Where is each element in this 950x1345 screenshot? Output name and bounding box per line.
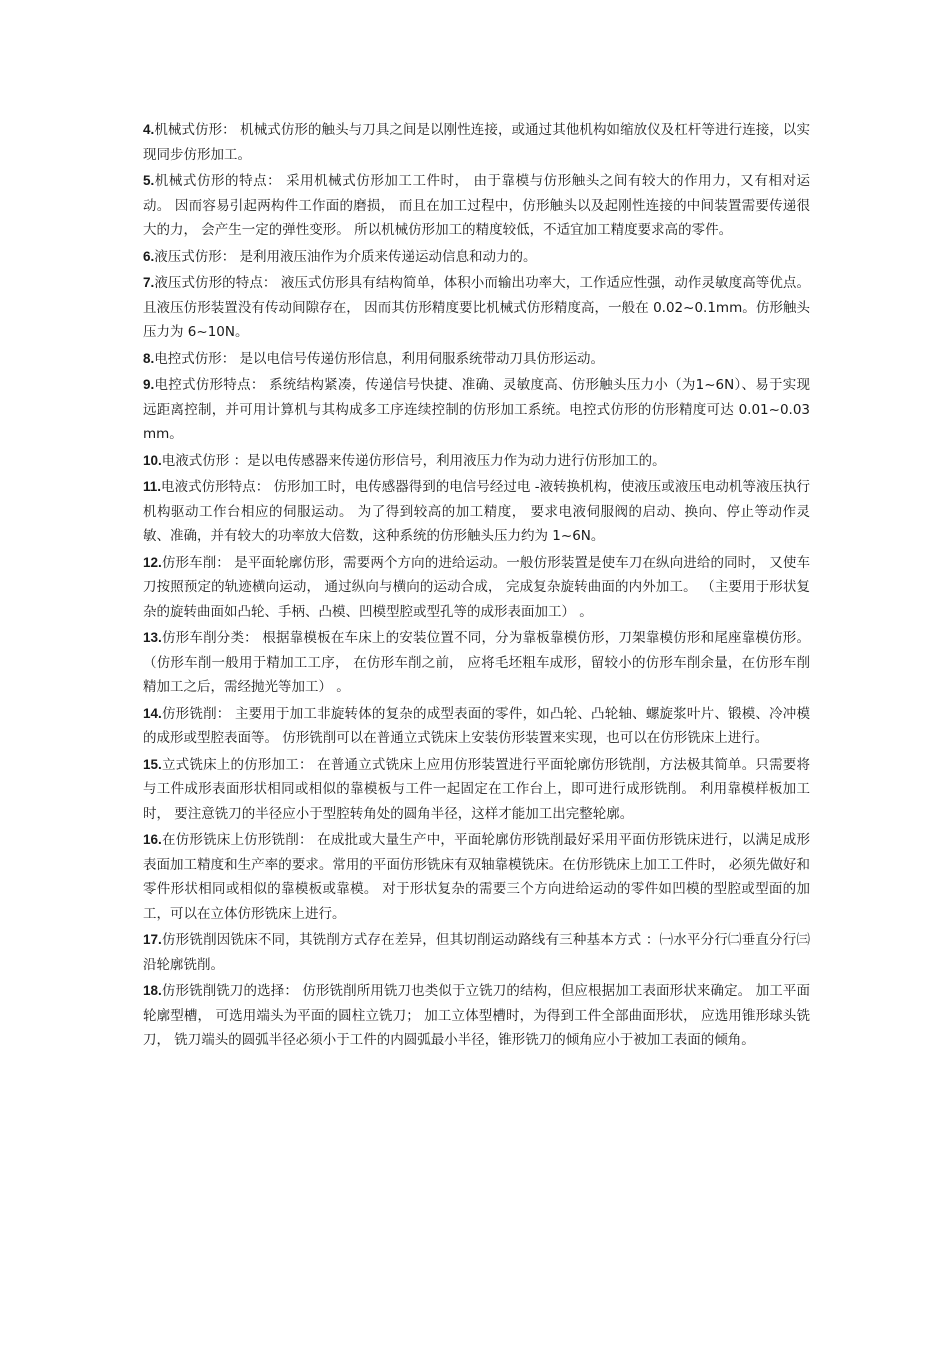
paragraph-16 bbox=[143, 828, 810, 926]
paragraph-text: 液压式仿形： 是利用液压油作为介质来传递运动信息和动力的。 bbox=[154, 248, 537, 265]
paragraph-number: 8. bbox=[143, 350, 155, 366]
paragraph-number: 10. bbox=[143, 452, 162, 468]
paragraph-text: 电液式仿形 ：是以电传感器来传递仿形信号，利用液压力作为动力进行仿形加工的。 bbox=[161, 452, 666, 469]
paragraph-6 bbox=[143, 245, 810, 270]
paragraph-number: 4. bbox=[143, 122, 155, 137]
paragraph-number: 15. bbox=[143, 756, 162, 772]
paragraph-7 bbox=[143, 271, 810, 345]
paragraph-text: 电控式仿形： 是以电信号传递仿形信息，利用伺服系统带动刀具仿形运动。 bbox=[154, 350, 605, 367]
paragraph-10 bbox=[143, 449, 810, 474]
paragraph-number: 9. bbox=[143, 377, 155, 392]
paragraph-text: 电液式仿形特点： 仿形加工时，电传感器得到的电信号经过电 -液转换机构，使液压或液压电动机等液压执行机构驱动工作台相应的伺服运动。 为了得到较高的加工精度， 要求电液伺服阀的启动、换向、停止等动作灵敏、准确，并有较大的功率放大倍数，这种系统的仿形触头压力约为 1~6N。 bbox=[143, 479, 810, 544]
paragraph-9 bbox=[143, 373, 810, 447]
paragraph-text: 在仿形铣床上仿形铣削： 在成批或大量生产中，平面轮廓仿形铣削最好采用平面仿形铣床进行，以满足成形表面加工精度和生产率的要求。常用的平面仿形铣床有双轴靠模铣床。在仿形铣床上加工工件时， 必须先做好和零件形状相同或相似的靠模板或靠模。 对于形状复杂的需要三个方向进给运动的零件如凹模的型腔或型面的加工，可以在立体仿形铣床上进行。 bbox=[143, 832, 810, 922]
paragraph-number: 18. bbox=[143, 983, 162, 998]
paragraph-8 bbox=[143, 347, 810, 372]
paragraph-text: 仿形铣削： 主要用于加工非旋转体的复杂的成型表面的零件，如凸轮、凸轮轴、螺旋浆叶片、锻模、冷冲模的成形或型腔表面等。 仿形铣削可以在普通立式铣床上安装仿形装置来实现，也可以在仿形铣床上进行。 bbox=[143, 705, 810, 746]
paragraph-text: 机械式仿形的特点： 采用机械式仿形加工工件时， 由于靠模与仿形触头之间有较大的作用力，又有相对运动。 因而容易引起两构件工作面的磨损， 而且在加工过程中，仿形触头以及起刚性连接的中间装置需要传递很大的力， 会产生一定的弹性变形。 所以机械仿形加工的精度较低，不适宜加工精度要求高的零件。 bbox=[143, 173, 810, 238]
paragraph-text: 机械式仿形： 机械式仿形的触头与刀具之间是以刚性连接，或通过其他机构如缩放仪及杠杆等进行连接，以实现同步仿形加工。 bbox=[143, 122, 810, 163]
paragraph-number: 12. bbox=[143, 554, 162, 570]
paragraph-number: 11. bbox=[143, 479, 162, 494]
paragraph-number: 7. bbox=[143, 275, 155, 290]
paragraph-text: 液压式仿形的特点： 液压式仿形具有结构简单，体积小而输出功率大，工作适应性强，动作灵敏度高等优点。 且液压仿形装置没有传动间隙存在， 因而其仿形精度要比机械式仿形精度高，一般在 0.02~0.1mm。仿形触头压力为 6~10N。 bbox=[143, 275, 810, 340]
paragraph-4 bbox=[143, 118, 810, 167]
paragraph-5 bbox=[143, 169, 810, 243]
paragraph-number: 5. bbox=[143, 173, 155, 188]
paragraph-number: 16. bbox=[143, 832, 162, 847]
paragraph-text: 立式铣床上的仿形加工： 在普通立式铣床上应用仿形装置进行平面轮廓仿形铣削，方法极其简单。只需要将与工件成形表面形状相同或相似的靠模板与工件一起固定在工作台上，即可进行成形铣削。 利用靠模样板加工时， 要注意铣刀的半径应小于型腔转角处的圆角半径，这样才能加工出完整轮廓。 bbox=[143, 756, 810, 822]
paragraph-18 bbox=[143, 979, 810, 1053]
paragraph-11 bbox=[143, 475, 810, 549]
paragraph-text: 仿形铣削因铣床不同，其铣削方式存在差异，但其切削运动路线有三种基本方式 ：㈠水平分行㈡垂直分行㈢沿轮廓铣削。 bbox=[143, 932, 810, 973]
paragraph-13 bbox=[143, 626, 810, 700]
paragraph-number: 17. bbox=[143, 932, 162, 947]
paragraph-number: 14. bbox=[143, 705, 162, 721]
paragraph-number: 6. bbox=[143, 248, 155, 264]
paragraph-text: 电控式仿形特点： 系统结构紧凑，传递信号快捷、准确、灵敏度高、仿形触头压力小（为1~6N）、易于实现远距离控制，并可用计算机与其构成多工序连续控制的仿形加工系统。电控式仿形的仿形精度可达 0.01~0.03mm。 bbox=[143, 377, 810, 442]
paragraph-text: 仿形车削： 是平面轮廓仿形，需要两个方向的进给运动。一般仿形装置是使车刀在纵向进给的同时， 又使车刀按照预定的轨迹横向运动， 通过纵向与横向的运动合成， 完成复杂旋转曲面的内外加工。 （主要用于形状复杂的旋转曲面如凸轮、手柄、凸模、凹模型腔或型孔等的成形表面加工） 。 bbox=[143, 554, 810, 620]
paragraph-text: 仿形车削分类： 根据靠模板在车床上的安装位置不同，分为靠板靠模仿形，刀架靠模仿形和尾座靠模仿形。 （仿形车削一般用于精加工工序， 在仿形车削之前， 应将毛坯粗车成形，留较小的仿形车削余量，在仿形车削精加工之后，需经抛光等加工） 。 bbox=[143, 630, 810, 695]
paragraph-14 bbox=[143, 702, 810, 751]
paragraph-17 bbox=[143, 928, 810, 977]
paragraph-12 bbox=[143, 551, 810, 625]
paragraph-number: 13. bbox=[143, 630, 162, 645]
paragraph-text: 仿形铣削铣刀的选择： 仿形铣削所用铣刀也类似于立铣刀的结构，但应根据加工表面形状来确定。 加工平面轮廓型槽， 可选用端头为平面的圆柱立铣刀； 加工立体型槽时，为得到工件全部曲面形状， 应选用锥形球头铣刀， 铣刀端头的圆弧半径必须小于工件的内圆弧最小半径，锥形铣刀的倾角应小于被加工表面的倾角。 bbox=[143, 983, 810, 1048]
paragraph-15 bbox=[143, 753, 810, 827]
